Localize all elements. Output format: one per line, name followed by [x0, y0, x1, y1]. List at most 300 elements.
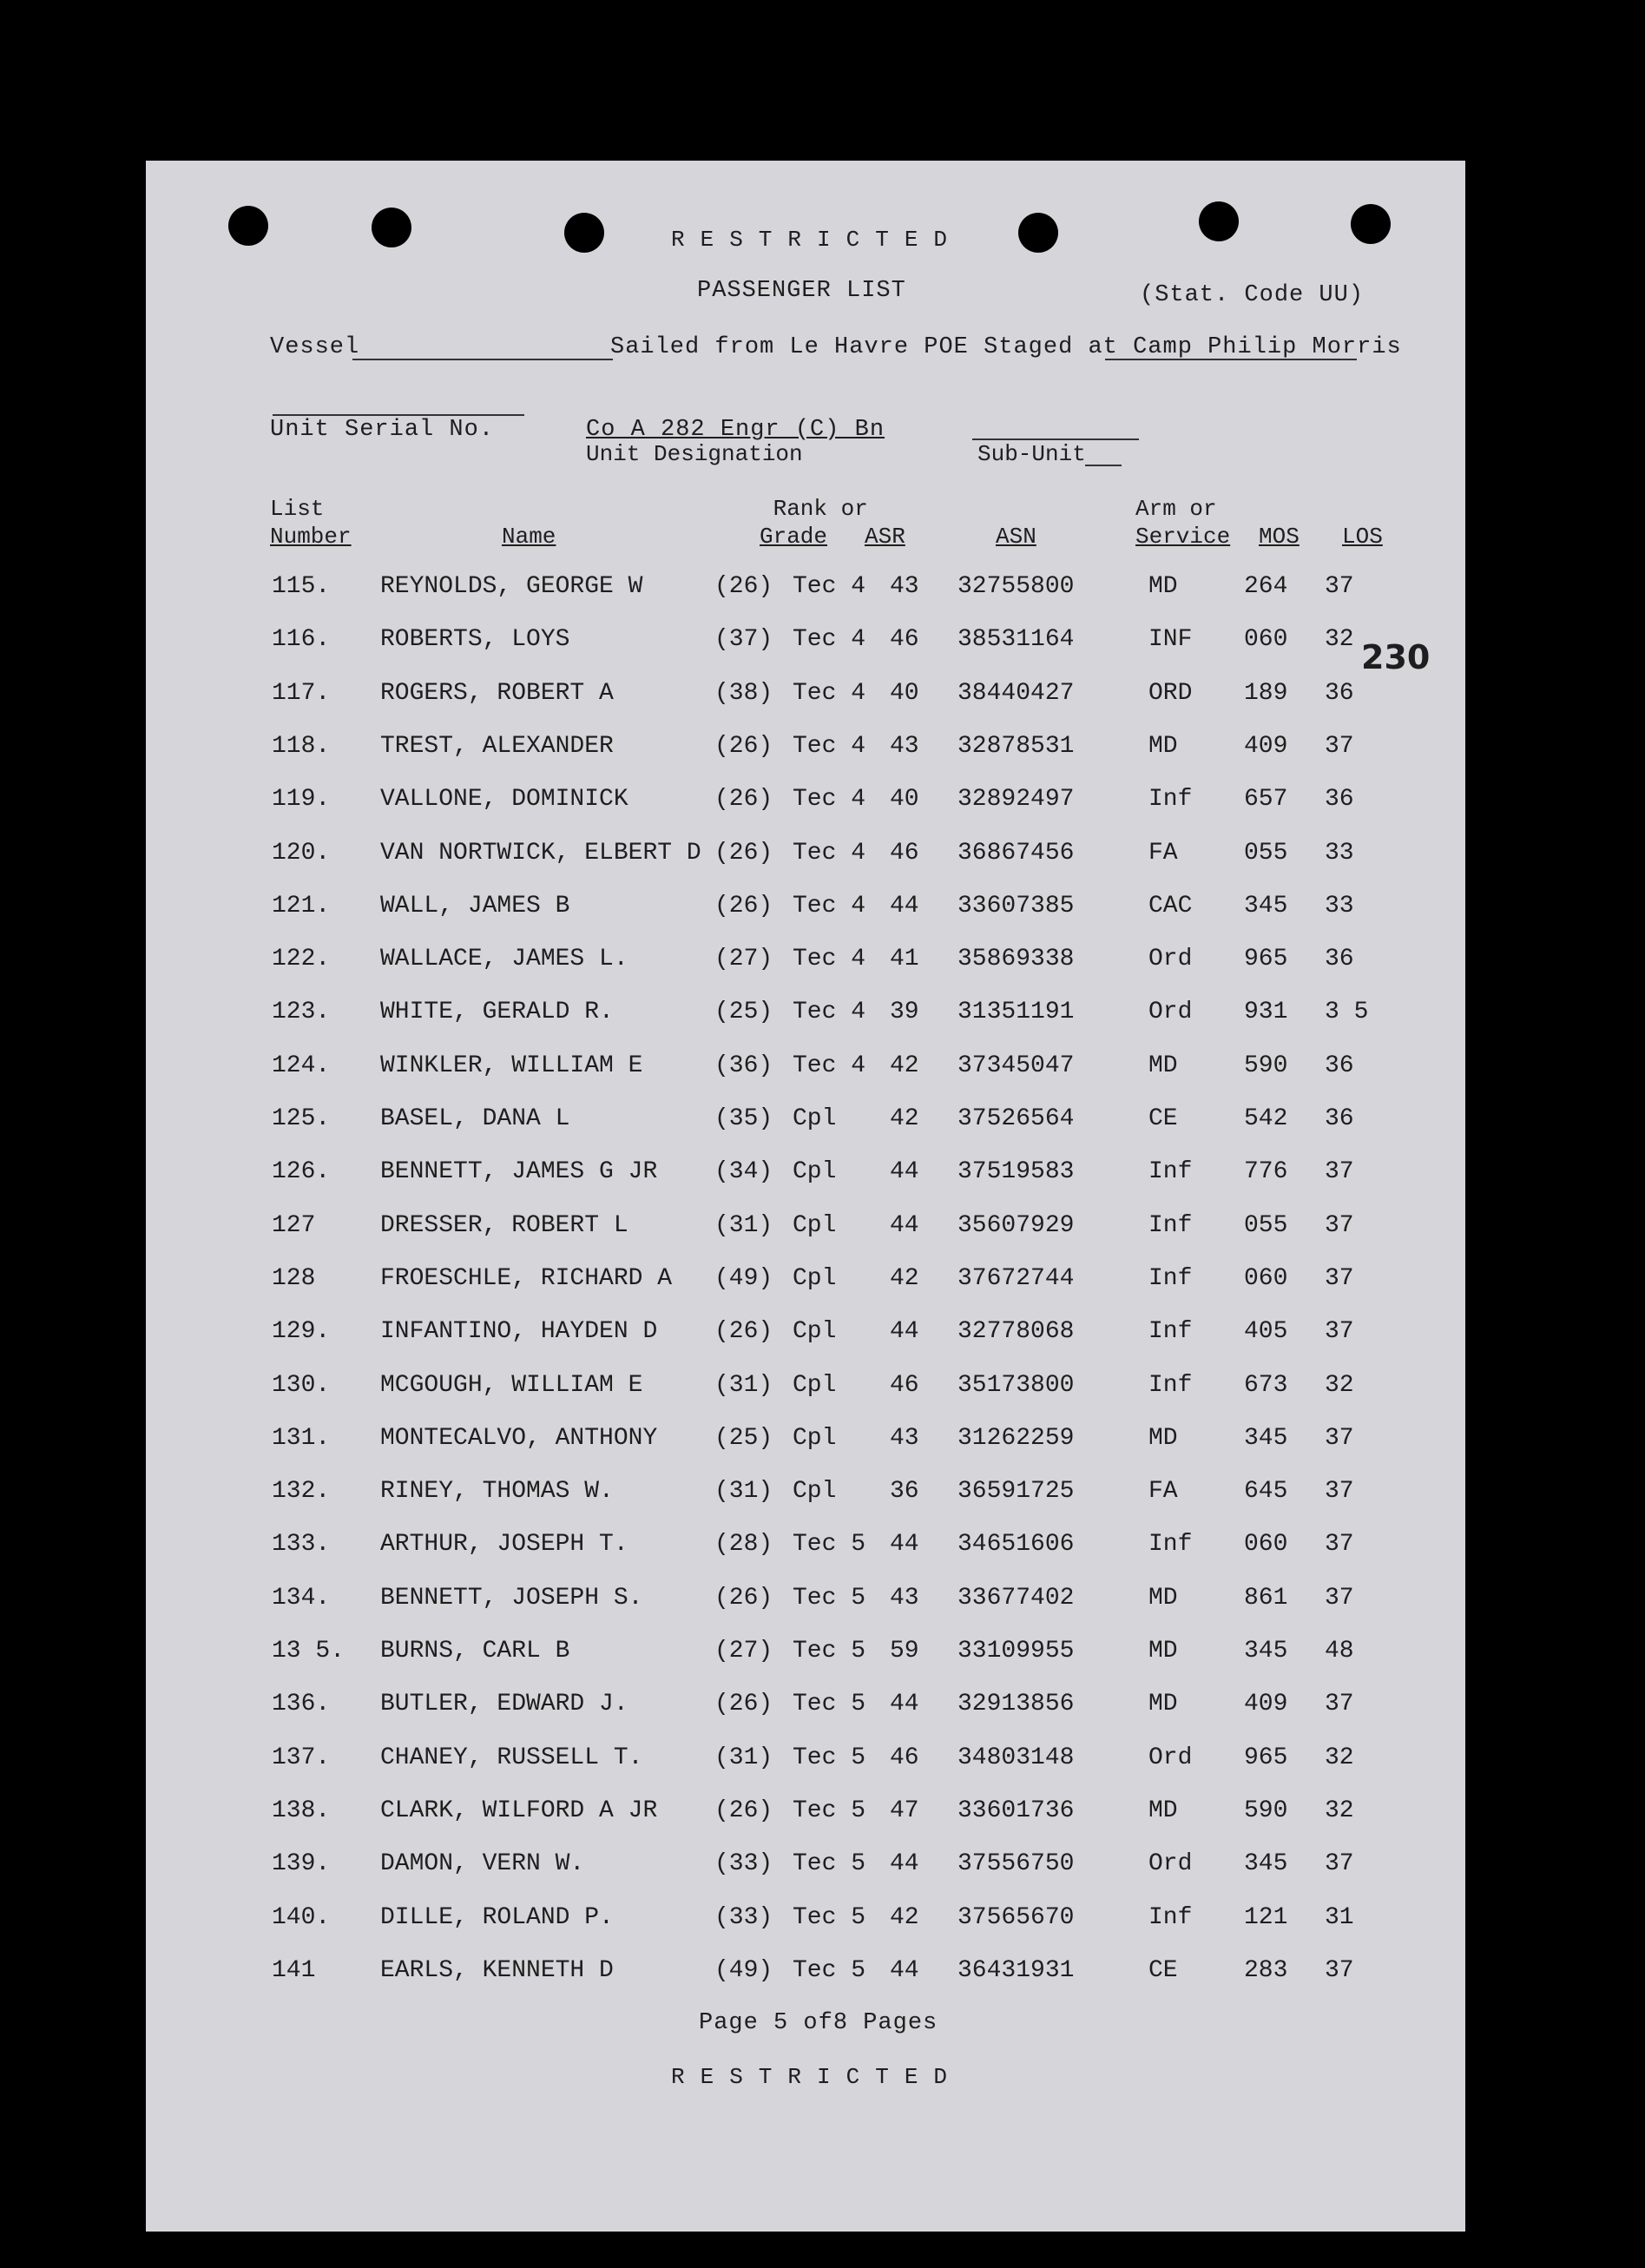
los-cell: 37 — [1325, 1691, 1354, 1718]
grade-cell: Tec 4 — [793, 786, 866, 814]
age-cell: (36) — [714, 1052, 773, 1079]
list-number: 132. — [272, 1478, 331, 1506]
los-cell: 37 — [1325, 1424, 1354, 1452]
table-row — [146, 1744, 1465, 1797]
asr-cell: 43 — [890, 1584, 919, 1612]
mos-cell: 121 — [1244, 1903, 1288, 1931]
table-row — [146, 1212, 1465, 1265]
asr-cell: 42 — [890, 1903, 919, 1931]
los-cell: 37 — [1325, 1264, 1354, 1292]
arm-service-cell: Inf — [1148, 1264, 1193, 1292]
mos-cell: 590 — [1244, 1052, 1288, 1079]
list-number: 134. — [272, 1584, 331, 1612]
arm-service-cell: MD — [1148, 1797, 1178, 1824]
list-number: 119. — [272, 786, 331, 814]
los-cell: 37 — [1325, 1850, 1354, 1878]
table-row — [146, 680, 1465, 733]
asn-cell: 36591725 — [957, 1478, 1075, 1506]
list-number: 121. — [272, 892, 331, 920]
age-cell: (31) — [714, 1371, 773, 1399]
table-row — [146, 733, 1465, 786]
arm-service-cell: FA — [1148, 839, 1178, 867]
mos-cell: 409 — [1244, 1691, 1288, 1718]
arm-service-cell: Ord — [1148, 946, 1193, 973]
mos-cell: 931 — [1244, 999, 1288, 1026]
grade-cell: Tec 5 — [793, 1531, 866, 1559]
list-number: 122. — [272, 946, 331, 973]
passenger-name: FROESCHLE, RICHARD A — [380, 1264, 673, 1292]
grade-cell: Tec 4 — [793, 1052, 866, 1079]
asr-cell: 42 — [890, 1052, 919, 1079]
asn-cell: 37345047 — [957, 1052, 1075, 1079]
asr-cell: 46 — [890, 1371, 919, 1399]
asn-cell: 37526564 — [957, 1105, 1075, 1132]
passenger-name: MONTECALVO, ANTHONY — [380, 1424, 658, 1452]
los-cell: 31 — [1325, 1903, 1354, 1931]
col-name: Name — [502, 524, 556, 550]
passenger-name: WINKLER, WILLIAM E — [380, 1052, 643, 1079]
table-row — [146, 1318, 1465, 1371]
list-number: 136. — [272, 1691, 331, 1718]
age-cell: (34) — [714, 1158, 773, 1186]
asr-cell: 47 — [890, 1797, 919, 1824]
los-cell: 36 — [1325, 1105, 1354, 1132]
asr-cell: 43 — [890, 732, 919, 760]
grade-cell: Tec 4 — [793, 626, 866, 654]
mos-cell: 965 — [1244, 1744, 1288, 1771]
list-number: 127 — [272, 1211, 316, 1239]
table-row — [146, 1372, 1465, 1425]
los-cell: 33 — [1325, 892, 1354, 920]
los-cell: 32 — [1325, 626, 1354, 654]
table-row — [146, 1158, 1465, 1211]
age-cell: (35) — [714, 1105, 773, 1132]
age-cell: (26) — [714, 1797, 773, 1824]
table-row — [146, 1904, 1465, 1957]
list-number: 128 — [272, 1264, 316, 1292]
age-cell: (49) — [714, 1956, 773, 1984]
los-cell: 37 — [1325, 1478, 1354, 1506]
age-cell: (38) — [714, 679, 773, 707]
age-cell: (31) — [714, 1744, 773, 1771]
col-rank-grade — [760, 495, 868, 551]
sub-unit-label: Sub-Unit — [977, 441, 1086, 467]
grade-cell: Cpl — [793, 1158, 837, 1186]
list-number: 115. — [272, 573, 331, 600]
arm-service-cell: MD — [1148, 1638, 1178, 1665]
age-cell: (33) — [714, 1903, 773, 1931]
age-cell: (26) — [714, 1318, 773, 1346]
col-list-number-l2: Number — [270, 524, 352, 550]
los-cell: 37 — [1325, 1211, 1354, 1239]
table-row — [146, 840, 1465, 893]
mos-cell: 060 — [1244, 1531, 1288, 1559]
los-cell: 36 — [1325, 946, 1354, 973]
list-number: 139. — [272, 1850, 331, 1878]
asr-cell: 46 — [890, 1744, 919, 1771]
asn-cell: 33601736 — [957, 1797, 1075, 1824]
age-cell: (27) — [714, 1638, 773, 1665]
age-cell: (26) — [714, 786, 773, 814]
los-cell: 48 — [1325, 1638, 1354, 1665]
age-cell: (31) — [714, 1478, 773, 1506]
document-page — [146, 161, 1465, 2232]
asr-cell: 44 — [890, 1158, 919, 1186]
passenger-name: BENNETT, JOSEPH S. — [380, 1584, 643, 1612]
grade-cell: Tec 5 — [793, 1903, 866, 1931]
asn-cell: 37519583 — [957, 1158, 1075, 1186]
mos-cell: 345 — [1244, 1850, 1288, 1878]
list-number: 124. — [272, 1052, 331, 1079]
mos-cell: 657 — [1244, 786, 1288, 814]
arm-service-cell: Ord — [1148, 1744, 1193, 1771]
classification-top: RESTRICTED — [671, 227, 964, 253]
passenger-name: BASEL, DANA L — [380, 1105, 570, 1132]
mos-cell: 189 — [1244, 679, 1288, 707]
mos-cell: 060 — [1244, 626, 1288, 654]
passenger-name: DRESSER, ROBERT L — [380, 1211, 628, 1239]
asn-cell: 31351191 — [957, 999, 1075, 1026]
arm-service-cell: MD — [1148, 1424, 1178, 1452]
passenger-name: DAMON, VERN W. — [380, 1850, 585, 1878]
list-number: 125. — [272, 1105, 331, 1132]
sub-unit-line — [972, 438, 1139, 440]
sailed-underline — [1105, 359, 1357, 360]
arm-service-cell: Ord — [1148, 1850, 1193, 1878]
asn-cell: 35173800 — [957, 1371, 1075, 1399]
grade-cell: Tec 5 — [793, 1956, 866, 1984]
list-number: 118. — [272, 732, 331, 760]
age-cell: (26) — [714, 839, 773, 867]
table-row — [146, 893, 1465, 946]
arm-service-cell: FA — [1148, 1478, 1178, 1506]
los-cell: 32 — [1325, 1371, 1354, 1399]
passenger-name: TREST, ALEXANDER — [380, 732, 614, 760]
vessel-underline — [352, 359, 613, 360]
los-cell: 37 — [1325, 1318, 1354, 1346]
unit-designation-label: Unit Designation — [586, 441, 803, 467]
grade-cell: Cpl — [793, 1211, 837, 1239]
asr-cell: 43 — [890, 573, 919, 600]
age-cell: (25) — [714, 999, 773, 1026]
los-cell: 37 — [1325, 732, 1354, 760]
arm-service-cell: Inf — [1148, 1371, 1193, 1399]
punch-hole — [1351, 204, 1391, 244]
punch-hole — [1018, 213, 1058, 253]
col-rank-l1: Rank or — [760, 496, 868, 522]
grade-cell: Tec 4 — [793, 946, 866, 973]
grade-cell: Tec 5 — [793, 1744, 866, 1771]
table-row — [146, 1425, 1465, 1478]
passenger-name: ROBERTS, LOYS — [380, 626, 570, 654]
arm-service-cell: Inf — [1148, 1211, 1193, 1239]
asn-cell: 32878531 — [957, 732, 1075, 760]
mos-cell: 055 — [1244, 839, 1288, 867]
page-number: Page 5 of8 Pages — [699, 2010, 938, 2036]
asn-cell: 37672744 — [957, 1264, 1075, 1292]
asn-cell: 35607929 — [957, 1211, 1075, 1239]
grade-cell: Tec 4 — [793, 732, 866, 760]
age-cell: (26) — [714, 892, 773, 920]
table-row — [146, 1957, 1465, 2010]
list-number: 138. — [272, 1797, 331, 1824]
mos-cell: 861 — [1244, 1584, 1288, 1612]
grade-cell: Tec 4 — [793, 839, 866, 867]
passenger-name: INFANTINO, HAYDEN D — [380, 1318, 658, 1346]
los-cell: 36 — [1325, 679, 1354, 707]
grade-cell: Cpl — [793, 1424, 837, 1452]
list-number: 131. — [272, 1424, 331, 1452]
sub-unit-tail-line — [1085, 465, 1122, 466]
asn-cell: 31262259 — [957, 1424, 1075, 1452]
asr-cell: 40 — [890, 786, 919, 814]
asr-cell: 44 — [890, 1956, 919, 1984]
passenger-name: CLARK, WILFORD A JR — [380, 1797, 658, 1824]
col-los: LOS — [1342, 524, 1383, 550]
stat-code: (Stat. Code UU) — [1140, 282, 1365, 308]
asr-cell: 42 — [890, 1105, 919, 1132]
table-row — [146, 1638, 1465, 1691]
col-arm-l2: Service — [1135, 524, 1231, 550]
asn-cell: 33607385 — [957, 892, 1075, 920]
asn-cell: 37556750 — [957, 1850, 1075, 1878]
arm-service-cell: INF — [1148, 626, 1193, 654]
grade-cell: Cpl — [793, 1264, 837, 1292]
mos-cell: 264 — [1244, 573, 1288, 600]
arm-service-cell: MD — [1148, 1052, 1178, 1079]
age-cell: (33) — [714, 1850, 773, 1878]
grade-cell: Cpl — [793, 1105, 837, 1132]
list-number: 126. — [272, 1158, 331, 1186]
table-row — [146, 1478, 1465, 1531]
age-cell: (31) — [714, 1211, 773, 1239]
table-row — [146, 626, 1465, 679]
age-cell: (26) — [714, 573, 773, 600]
los-cell: 32 — [1325, 1744, 1354, 1771]
asr-cell: 40 — [890, 679, 919, 707]
age-cell: (26) — [714, 1584, 773, 1612]
table-row — [146, 1105, 1465, 1158]
asn-cell: 36431931 — [957, 1956, 1075, 1984]
mos-cell: 965 — [1244, 946, 1288, 973]
table-row — [146, 1585, 1465, 1638]
los-cell: 3 5 — [1325, 999, 1369, 1026]
list-number: 137. — [272, 1744, 331, 1771]
punch-hole — [228, 206, 268, 246]
grade-cell: Tec 5 — [793, 1638, 866, 1665]
grade-cell: Tec 5 — [793, 1797, 866, 1824]
unit-serial-label: Unit Serial No. — [270, 417, 495, 443]
los-cell: 36 — [1325, 786, 1354, 814]
col-asr: ASR — [865, 524, 905, 550]
passenger-name: WHITE, GERALD R. — [380, 999, 614, 1026]
passenger-name: REYNOLDS, GEORGE W — [380, 573, 643, 600]
los-cell: 36 — [1325, 1052, 1354, 1079]
asr-cell: 44 — [890, 1211, 919, 1239]
arm-service-cell: CE — [1148, 1105, 1178, 1132]
col-arm-l1: Arm or — [1135, 496, 1217, 522]
passenger-name: BURNS, CARL B — [380, 1638, 570, 1665]
col-asn: ASN — [996, 524, 1036, 550]
los-cell: 32 — [1325, 1797, 1354, 1824]
passenger-name: VAN NORTWICK, ELBERT D — [380, 839, 701, 867]
grade-cell: Cpl — [793, 1478, 837, 1506]
col-list-number — [270, 495, 352, 551]
punch-hole — [372, 208, 411, 247]
mos-cell: 345 — [1244, 1424, 1288, 1452]
age-cell: (26) — [714, 732, 773, 760]
table-row — [146, 1531, 1465, 1584]
grade-cell: Tec 5 — [793, 1850, 866, 1878]
grade-cell: Tec 5 — [793, 1584, 866, 1612]
passenger-name: RINEY, THOMAS W. — [380, 1478, 614, 1506]
los-cell: 37 — [1325, 1956, 1354, 1984]
arm-service-cell: CAC — [1148, 892, 1193, 920]
asn-cell: 34803148 — [957, 1744, 1075, 1771]
table-row — [146, 1850, 1465, 1903]
list-number: 130. — [272, 1371, 331, 1399]
passenger-name: WALLACE, JAMES L. — [380, 946, 628, 973]
asr-cell: 44 — [890, 1691, 919, 1718]
col-arm-service — [1135, 495, 1230, 551]
list-number: 123. — [272, 999, 331, 1026]
asr-cell: 46 — [890, 626, 919, 654]
passenger-name: BUTLER, EDWARD J. — [380, 1691, 628, 1718]
table-row — [146, 1691, 1465, 1744]
grade-cell: Tec 5 — [793, 1691, 866, 1718]
mos-cell: 776 — [1244, 1158, 1288, 1186]
table-row — [146, 946, 1465, 999]
age-cell: (26) — [714, 1691, 773, 1718]
asn-cell: 35869338 — [957, 946, 1075, 973]
punch-hole — [1199, 201, 1239, 241]
age-cell: (25) — [714, 1424, 773, 1452]
asn-cell: 33677402 — [957, 1584, 1075, 1612]
grade-cell: Tec 4 — [793, 999, 866, 1026]
sailed-info: Sailed from Le Havre POE Staged at Camp Philip Morris — [610, 334, 1402, 360]
list-number: 141 — [272, 1956, 316, 1984]
asn-cell: 32755800 — [957, 573, 1075, 600]
asn-cell: 32892497 — [957, 786, 1075, 814]
arm-service-cell: MD — [1148, 1584, 1178, 1612]
asr-cell: 36 — [890, 1478, 919, 1506]
page-stamp-number: 230 — [1361, 638, 1431, 676]
asn-cell: 32913856 — [957, 1691, 1075, 1718]
arm-service-cell: CE — [1148, 1956, 1178, 1984]
arm-service-cell: MD — [1148, 1691, 1178, 1718]
mos-cell: 590 — [1244, 1797, 1288, 1824]
mos-cell: 060 — [1244, 1264, 1288, 1292]
passenger-name: ROGERS, ROBERT A — [380, 679, 614, 707]
arm-service-cell: Inf — [1148, 786, 1193, 814]
passenger-name: WALL, JAMES B — [380, 892, 570, 920]
table-row — [146, 786, 1465, 839]
col-list-number-l1: List — [270, 496, 325, 522]
mos-cell: 645 — [1244, 1478, 1288, 1506]
arm-service-cell: ORD — [1148, 679, 1193, 707]
los-cell: 33 — [1325, 839, 1354, 867]
list-number: 140. — [272, 1903, 331, 1931]
list-title: PASSENGER LIST — [697, 278, 906, 304]
los-cell: 37 — [1325, 1531, 1354, 1559]
punch-hole — [564, 213, 604, 253]
passenger-name: BENNETT, JAMES G JR — [380, 1158, 658, 1186]
grade-cell: Tec 4 — [793, 573, 866, 600]
los-cell: 37 — [1325, 1584, 1354, 1612]
arm-service-cell: Inf — [1148, 1158, 1193, 1186]
col-mos: MOS — [1259, 524, 1300, 550]
arm-service-cell: MD — [1148, 732, 1178, 760]
asr-cell: 59 — [890, 1638, 919, 1665]
mos-cell: 283 — [1244, 1956, 1288, 1984]
asr-cell: 46 — [890, 839, 919, 867]
arm-service-cell: Inf — [1148, 1531, 1193, 1559]
table-row — [146, 1265, 1465, 1318]
classification-bottom: RESTRICTED — [671, 2064, 964, 2090]
grade-cell: Cpl — [793, 1371, 837, 1399]
asn-cell: 36867456 — [957, 839, 1075, 867]
asr-cell: 44 — [890, 1850, 919, 1878]
asr-cell: 44 — [890, 1531, 919, 1559]
list-number: 133. — [272, 1531, 331, 1559]
arm-service-cell: Inf — [1148, 1318, 1193, 1346]
asn-cell: 32778068 — [957, 1318, 1075, 1346]
age-cell: (49) — [714, 1264, 773, 1292]
asr-cell: 43 — [890, 1424, 919, 1452]
asr-cell: 42 — [890, 1264, 919, 1292]
passenger-name: DILLE, ROLAND P. — [380, 1903, 614, 1931]
list-number: 120. — [272, 839, 331, 867]
asr-cell: 39 — [890, 999, 919, 1026]
asr-cell: 41 — [890, 946, 919, 973]
asr-cell: 44 — [890, 1318, 919, 1346]
table-row — [146, 1052, 1465, 1105]
mos-cell: 345 — [1244, 1638, 1288, 1665]
list-number: 129. — [272, 1318, 331, 1346]
mos-cell: 673 — [1244, 1371, 1288, 1399]
list-number: 117. — [272, 679, 331, 707]
age-cell: (28) — [714, 1531, 773, 1559]
los-cell: 37 — [1325, 573, 1354, 600]
los-cell: 37 — [1325, 1158, 1354, 1186]
table-row — [146, 999, 1465, 1052]
arm-service-cell: MD — [1148, 573, 1178, 600]
table-row — [146, 573, 1465, 626]
passenger-name: VALLONE, DOMINICK — [380, 786, 628, 814]
arm-service-cell: Ord — [1148, 999, 1193, 1026]
asn-cell: 38440427 — [957, 679, 1075, 707]
list-number: 13 5. — [272, 1638, 345, 1665]
arm-service-cell: Inf — [1148, 1903, 1193, 1931]
asn-cell: 38531164 — [957, 626, 1075, 654]
col-rank-l2: Grade — [760, 524, 828, 550]
mos-cell: 055 — [1244, 1211, 1288, 1239]
mos-cell: 405 — [1244, 1318, 1288, 1346]
passenger-name: EARLS, KENNETH D — [380, 1956, 614, 1984]
grade-cell: Tec 4 — [793, 679, 866, 707]
unit-serial-line — [273, 414, 524, 416]
list-number: 116. — [272, 626, 331, 654]
age-cell: (27) — [714, 946, 773, 973]
age-cell: (37) — [714, 626, 773, 654]
passenger-name: ARTHUR, JOSEPH T. — [380, 1531, 628, 1559]
grade-cell: Cpl — [793, 1318, 837, 1346]
unit-designation-value: Co A 282 Engr (C) Bn — [586, 417, 885, 443]
passenger-name: CHANEY, RUSSELL T. — [380, 1744, 643, 1771]
grade-cell: Tec 4 — [793, 892, 866, 920]
asr-cell: 44 — [890, 892, 919, 920]
asn-cell: 37565670 — [957, 1903, 1075, 1931]
